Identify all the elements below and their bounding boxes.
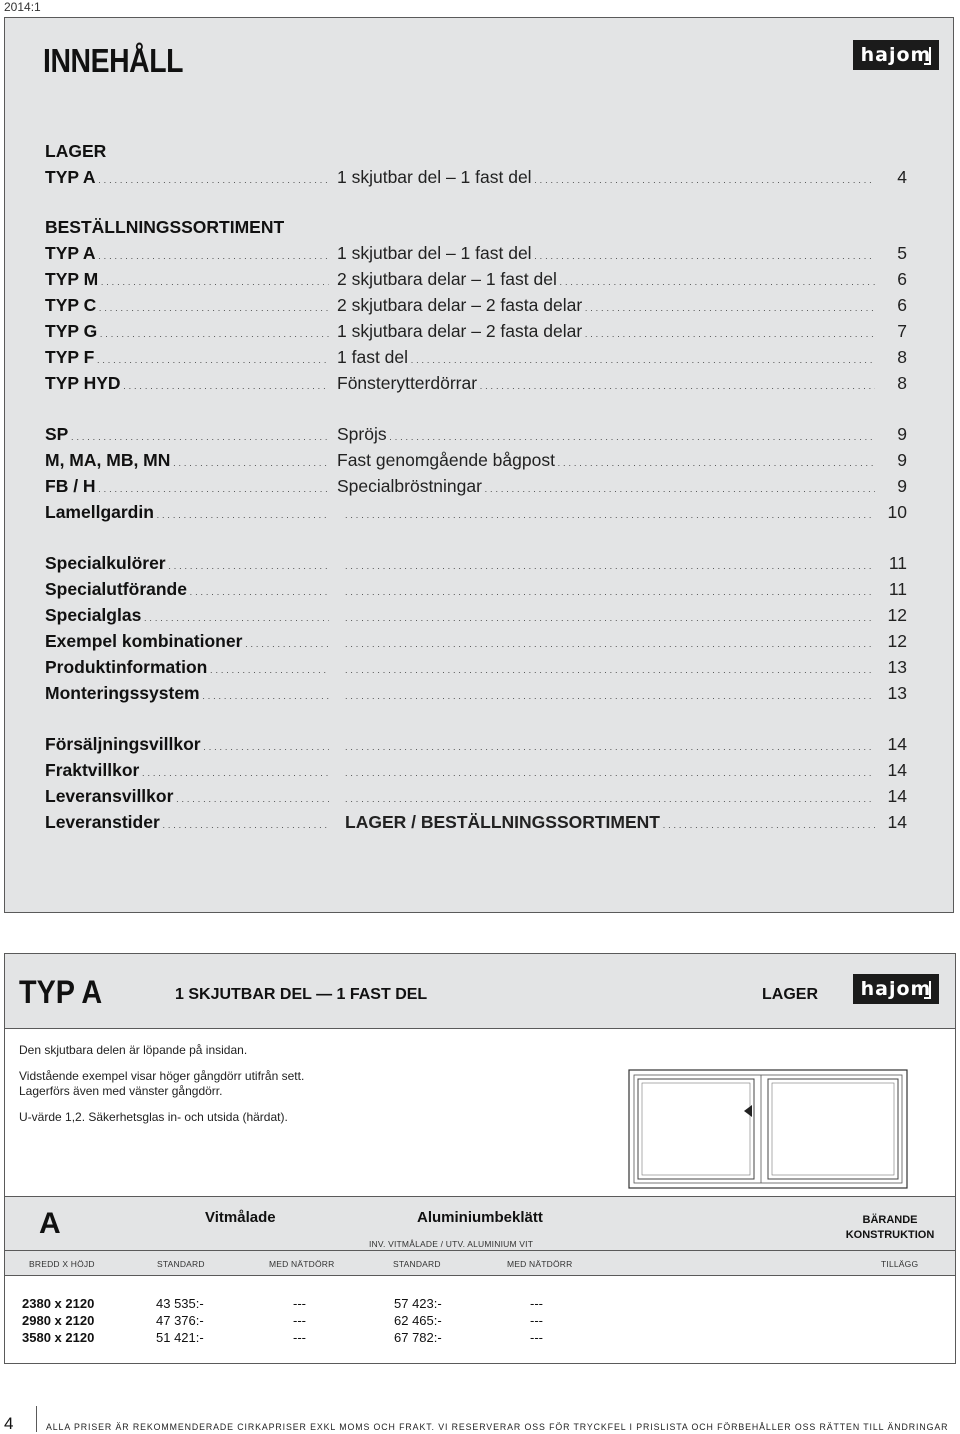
toc-row-page: 14	[875, 758, 907, 782]
toc-row[interactable]	[45, 603, 907, 627]
toc-row-page: 6	[875, 267, 907, 291]
typ-a-description	[4, 1029, 956, 1197]
toc-row-label: Försäljningsvillkor . . .	[45, 732, 329, 759]
description-line: U-värde 1,2. Säkerhetsglas in- och utsida (härdat).	[19, 1110, 288, 1124]
footer-disclaimer: ALLA PRISER ÄR REKOMMENDERADE CIRKAPRISER EXKL MOMS OCH FRAKT. VI RESERVERAR OSS FÖR TRYCKFEL I PRISLISTA OCH FÖRBEHÅLLER OSS RÄTTEN TILL ÄNDRINGAR	[46, 1422, 949, 1432]
toc-row-label: Leveransvillkor . . .	[45, 784, 329, 811]
page-number: 4	[4, 1414, 14, 1433]
toc-row-page: 8	[875, 371, 907, 395]
edition-label: 2014:1	[4, 0, 41, 14]
toc-row-desc: 1 skjutbar del – 1 fast del . . .	[337, 241, 877, 268]
cell-price: 47 376:-	[156, 1313, 204, 1328]
header-divider	[5, 1250, 955, 1251]
cell-price: ---	[530, 1330, 543, 1345]
cell-price: 57 423:-	[394, 1296, 442, 1311]
group-header-vitmalade: Vitmålade	[205, 1209, 276, 1226]
toc-row-page: 9	[875, 448, 907, 472]
toc-row-desc	[345, 551, 885, 578]
toc-section-label: BESTÄLLNINGSSORTIMENT	[45, 217, 285, 237]
toc-row[interactable]	[45, 319, 907, 343]
cell-price: 62 465:-	[394, 1313, 442, 1328]
toc-row-label: SP . . .	[45, 422, 329, 449]
toc-row-page: 4	[875, 165, 907, 189]
toc-row-page: 5	[875, 241, 907, 265]
group-header-aluminium: Aluminiumbeklätt	[417, 1209, 543, 1226]
cell-price: ---	[530, 1313, 543, 1328]
toc-row[interactable]	[45, 577, 907, 601]
toc-row[interactable]	[45, 371, 907, 395]
toc-row-label: Produktinformation . . .	[45, 655, 329, 682]
toc-row[interactable]	[45, 629, 907, 653]
toc-row-desc: Specialbröstningar . . .	[337, 474, 877, 501]
toc-row-page: 14	[875, 810, 907, 834]
toc-row-label: Lamellgardin . . .	[45, 500, 329, 527]
toc-section-label: LAGER	[45, 141, 107, 161]
toc-row-label: TYP M . . .	[45, 267, 329, 294]
cell-size: 2980 x 2120	[22, 1313, 95, 1328]
toc-row-desc	[345, 655, 885, 682]
footer-divider	[36, 1406, 37, 1432]
price-table-letter: A	[39, 1207, 61, 1240]
sliding-pane-right	[768, 1079, 898, 1179]
toc-row[interactable]	[45, 681, 907, 705]
toc-row-page: 9	[875, 474, 907, 498]
logo-text: hajom	[860, 43, 932, 66]
toc-row[interactable]	[45, 293, 907, 317]
cell-price: 43 535:-	[156, 1296, 204, 1311]
toc-row-label: TYP A . . .	[45, 241, 329, 268]
typ-title: TYP A	[19, 974, 103, 1010]
toc-row-page: 11	[875, 551, 907, 575]
toc-row[interactable]	[45, 241, 907, 265]
group-header-aluminium-note: INV. VITMÅLADE / UTV. ALUMINIUM VIT	[369, 1239, 534, 1249]
cell-price: ---	[293, 1313, 306, 1328]
toc-row-label: TYP A . . .	[45, 165, 329, 192]
toc-row-page: 13	[875, 655, 907, 679]
cell-price: 67 782:-	[394, 1330, 442, 1345]
toc-row[interactable]	[45, 165, 907, 189]
toc-row[interactable]	[45, 758, 907, 782]
cell-price: ---	[293, 1330, 306, 1345]
toc-row-page: 10	[875, 500, 907, 524]
toc-row-label: TYP HYD . . .	[45, 371, 329, 398]
group-header-barande-line: KONSTRUKTION	[845, 1229, 935, 1241]
description-line: Vidstående exempel visar höger gångdörr utifrån sett.	[19, 1069, 305, 1083]
toc-row-page: 12	[875, 629, 907, 653]
toc-row-desc: Spröjs . . .	[337, 422, 877, 449]
toc-row-desc	[345, 629, 885, 656]
toc-row-page: 14	[875, 732, 907, 756]
toc-row-page: 14	[875, 784, 907, 808]
toc-row[interactable]	[45, 500, 907, 524]
toc-row-desc: 1 fast del . . .	[337, 345, 877, 372]
toc-row[interactable]	[45, 784, 907, 808]
column-header: MED NÄTDÖRR	[507, 1259, 573, 1269]
door-illustration	[628, 1069, 908, 1189]
toc-row-label: Specialglas . . .	[45, 603, 329, 630]
price-table	[4, 1196, 956, 1364]
group-header-barande-line: BÄRANDE	[862, 1214, 918, 1226]
toc-row[interactable]	[45, 474, 907, 498]
cell-size: 3580 x 2120	[22, 1330, 95, 1345]
toc-row-page: 6	[875, 293, 907, 317]
toc-row[interactable]	[45, 732, 907, 756]
toc-row[interactable]	[45, 345, 907, 369]
data-divider	[5, 1275, 955, 1276]
toc-row-label: TYP C . . .	[45, 293, 329, 320]
toc-row[interactable]	[45, 551, 907, 575]
logo-bracket-icon	[924, 981, 931, 999]
toc-row-desc	[345, 603, 885, 630]
toc-row-desc	[345, 732, 885, 759]
toc-box	[4, 17, 954, 913]
toc-row-label: Exempel kombinationer . . .	[45, 629, 329, 656]
column-header: MED NÄTDÖRR	[269, 1259, 335, 1269]
cell-price: ---	[530, 1296, 543, 1311]
toc-row-desc: 1 skjutbar del – 1 fast del . . .	[337, 165, 877, 192]
toc-row-desc	[345, 577, 885, 604]
toc-row[interactable]	[45, 448, 907, 472]
toc-row-label: Monteringssystem . . .	[45, 681, 329, 708]
typ-subtitle: 1 SKJUTBAR DEL — 1 FAST DEL	[175, 986, 428, 1003]
typ-category: LAGER	[762, 986, 818, 1003]
toc-row-desc: Fast genomgående bågpost . . .	[337, 448, 877, 475]
column-header: BREDD X HÖJD	[29, 1259, 95, 1269]
toc-row-label: Leveranstider . . .	[45, 810, 329, 837]
typ-a-header	[4, 953, 956, 1029]
toc-row-desc: 2 skjutbara delar – 2 fasta delar . . .	[337, 293, 877, 320]
toc-row-desc	[345, 784, 885, 811]
toc-row-desc: LAGER / BESTÄLLNINGSSORTIMENT . . .	[345, 810, 885, 837]
toc-row-label: M, MA, MB, MN . . .	[45, 448, 329, 475]
toc-row-desc	[345, 500, 885, 527]
toc-row[interactable]	[45, 655, 907, 679]
toc-row-label: Fraktvillkor . . .	[45, 758, 329, 785]
toc-row-page: 7	[875, 319, 907, 343]
cell-price: 51 421:-	[156, 1330, 204, 1345]
fixed-pane-left	[638, 1079, 754, 1179]
toc-list	[5, 18, 953, 912]
logo-text: hajom	[860, 977, 932, 1000]
toc-row-label: TYP G . . .	[45, 319, 329, 346]
cell-price: ---	[293, 1296, 306, 1311]
toc-row[interactable]	[45, 422, 907, 446]
toc-row-page: 9	[875, 422, 907, 446]
toc-row-label: Specialkulörer . . .	[45, 551, 329, 578]
column-header: STANDARD	[393, 1259, 441, 1269]
hajom-logo	[853, 974, 939, 1004]
toc-row-label: Specialutförande . . .	[45, 577, 329, 604]
toc-row[interactable]	[45, 810, 907, 834]
toc-row[interactable]	[45, 267, 907, 291]
toc-row-page: 13	[875, 681, 907, 705]
toc-row-page: 11	[875, 577, 907, 601]
toc-row-page: 8	[875, 345, 907, 369]
toc-row-page: 12	[875, 603, 907, 627]
column-header: STANDARD	[157, 1259, 205, 1269]
column-header: TILLÄGG	[881, 1259, 919, 1269]
cell-size: 2380 x 2120	[22, 1296, 95, 1311]
description-line: Den skjutbara delen är löpande på insidan.	[19, 1043, 248, 1057]
toc-row-label: TYP F . . .	[45, 345, 329, 372]
toc-row-desc: Fönsterytterdörrar . . .	[337, 371, 877, 398]
toc-title: INNEHÅLL	[43, 42, 184, 79]
toc-row-desc: 1 skjutbara delar – 2 fasta delar . . .	[337, 319, 877, 346]
toc-row-desc	[345, 758, 885, 785]
toc-row-desc: 2 skjutbara delar – 1 fast del . . .	[337, 267, 877, 294]
toc-row-desc	[345, 681, 885, 708]
toc-row-label: FB / H . . .	[45, 474, 329, 501]
group-header-barande	[835, 1213, 945, 1243]
description-line: Lagerförs även med vänster gångdörr.	[19, 1084, 223, 1098]
